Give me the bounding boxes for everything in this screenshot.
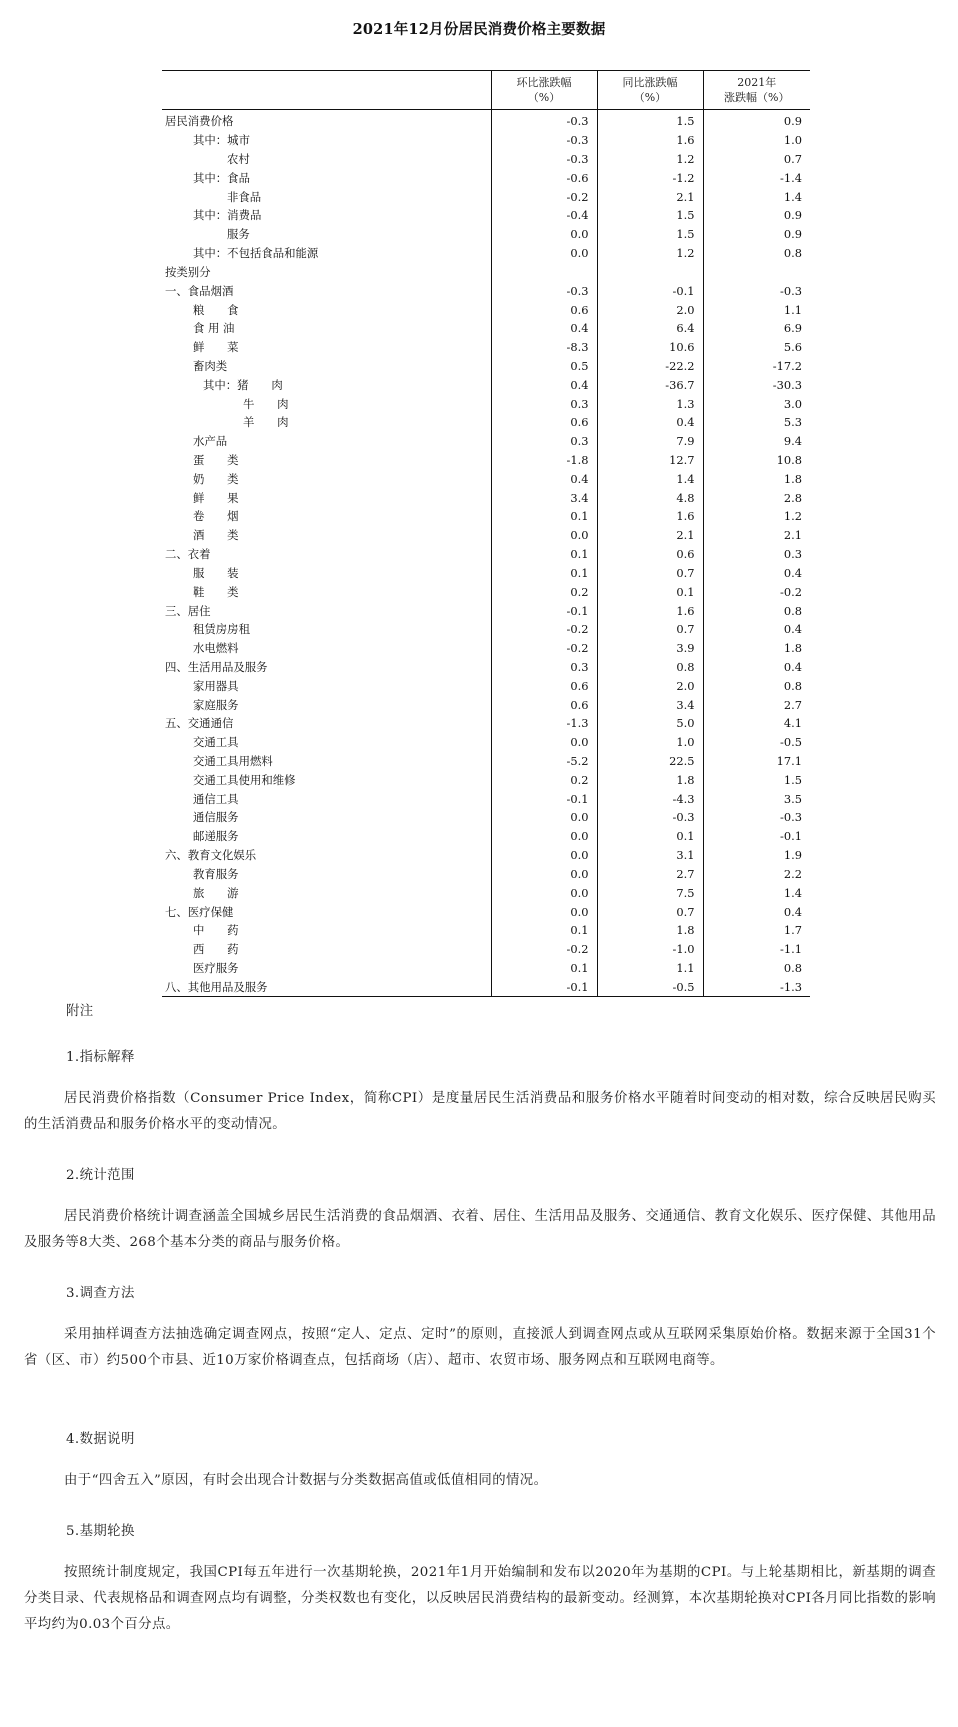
table-row (162, 469, 810, 488)
row-year: 6.9 (703, 319, 810, 338)
row-year: 17.1 (703, 752, 810, 771)
row-label: 二、衣着 (165, 547, 211, 562)
row-year: -0.5 (703, 733, 810, 752)
table-row (162, 658, 810, 677)
row-year: 10.8 (703, 451, 810, 470)
row-yoy: 1.8 (597, 770, 703, 789)
row-mom: 0.3 (491, 658, 597, 677)
row-label: 租赁房房租 (193, 622, 250, 637)
row-yoy: -22.2 (597, 357, 703, 376)
table-row (162, 413, 810, 432)
row-label: 四、生活用品及服务 (165, 659, 268, 674)
table-row (162, 432, 810, 451)
row-mom: 0.6 (491, 300, 597, 319)
table-row (162, 582, 810, 601)
row-label: 鲜 果 (193, 490, 239, 505)
row-mom: 0.0 (491, 846, 597, 865)
row-label: 服务 (227, 227, 250, 242)
table-row (162, 601, 810, 620)
table-row (162, 545, 810, 564)
row-mom: 0.0 (491, 902, 597, 921)
row-label: 家庭服务 (193, 697, 239, 712)
row-yoy: 5.0 (597, 714, 703, 733)
note-1-body: 居民消费价格指数（Consumer Price Index，简称CPI）是度量居民生活消费品和服务价格水平随着时间变动的相对数，综合反映居民购买的生活消费品和服务价格水平的变动情况。 (24, 1091, 936, 1132)
row-mom: 0.2 (491, 582, 597, 601)
row-yoy: -0.3 (597, 808, 703, 827)
row-year (703, 263, 810, 282)
row-yoy: -36.7 (597, 375, 703, 394)
row-yoy: 7.5 (597, 883, 703, 902)
note-5-title: 5.基期轮换 (66, 1524, 135, 1539)
row-mom (491, 263, 597, 282)
row-year: 1.1 (703, 300, 810, 319)
row-mom: 0.1 (491, 507, 597, 526)
row-yoy: 1.8 (597, 921, 703, 940)
row-mom: 0.0 (491, 865, 597, 884)
table-row (162, 827, 810, 846)
row-yoy: 1.2 (597, 150, 703, 169)
row-label: 通信服务 (193, 810, 239, 825)
row-year: -1.4 (703, 168, 810, 187)
table-row (162, 300, 810, 319)
row-year: 1.9 (703, 846, 810, 865)
row-yoy: 3.4 (597, 695, 703, 714)
row-mom: -0.1 (491, 789, 597, 808)
row-mom: 0.0 (491, 808, 597, 827)
row-label: 按类别分 (165, 264, 211, 279)
note-4-body: 由于“四舍五入”原因，有时会出现合计数据与分类数据高值或低值相同的情况。 (64, 1473, 548, 1488)
row-yoy: 3.1 (597, 846, 703, 865)
row-mom: -0.3 (491, 131, 597, 150)
row-year: 0.8 (703, 244, 810, 263)
row-yoy: 1.2 (597, 244, 703, 263)
row-year: 1.7 (703, 921, 810, 940)
row-mom: -0.2 (491, 187, 597, 206)
cpi-data-table (162, 70, 810, 997)
row-label: 居民消费价格 (165, 114, 234, 129)
row-label: 七、医疗保健 (165, 904, 234, 919)
row-label: 六、教育文化娱乐 (165, 848, 257, 863)
row-mom: -0.3 (491, 110, 597, 131)
table-header-row (162, 71, 810, 110)
row-year: 0.8 (703, 676, 810, 695)
table-row (162, 770, 810, 789)
row-year: 1.8 (703, 469, 810, 488)
row-yoy: 3.9 (597, 639, 703, 658)
row-yoy (597, 263, 703, 282)
row-label: 水产品 (193, 434, 228, 449)
row-mom: 0.0 (491, 526, 597, 545)
header-year-line1: 2021年 (737, 76, 777, 89)
row-yoy: 12.7 (597, 451, 703, 470)
table-body (162, 110, 810, 997)
row-year: 0.4 (703, 902, 810, 921)
row-year: 0.9 (703, 206, 810, 225)
row-mom: 0.0 (491, 225, 597, 244)
row-mom: 0.2 (491, 770, 597, 789)
row-mom: 0.6 (491, 413, 597, 432)
row-mom: -0.3 (491, 281, 597, 300)
table-row (162, 110, 810, 131)
row-yoy: 1.3 (597, 394, 703, 413)
row-yoy: -0.1 (597, 281, 703, 300)
table-row (162, 902, 810, 921)
header-mom (491, 71, 597, 110)
table-row (162, 131, 810, 150)
row-yoy: 10.6 (597, 338, 703, 357)
row-label: 交通工具 (193, 735, 239, 750)
row-yoy: 0.7 (597, 902, 703, 921)
table-row (162, 187, 810, 206)
row-year: -17.2 (703, 357, 810, 376)
table-row (162, 488, 810, 507)
table-row (162, 319, 810, 338)
row-label: 其中：消费品 (193, 208, 262, 223)
row-yoy: 2.1 (597, 187, 703, 206)
row-label: 畜肉类 (193, 358, 228, 373)
table-row (162, 940, 810, 959)
row-year: 9.4 (703, 432, 810, 451)
note-1-title: 1.指标解释 (66, 1050, 135, 1065)
row-yoy: 1.6 (597, 507, 703, 526)
row-mom: 0.6 (491, 695, 597, 714)
row-year: 0.8 (703, 601, 810, 620)
row-label: 鞋 类 (193, 584, 239, 599)
row-year: 1.5 (703, 770, 810, 789)
row-year: -1.1 (703, 940, 810, 959)
table-row (162, 526, 810, 545)
row-mom: 0.0 (491, 827, 597, 846)
header-year (703, 71, 810, 110)
table-row (162, 695, 810, 714)
row-yoy: 2.1 (597, 526, 703, 545)
row-mom: 0.5 (491, 357, 597, 376)
row-yoy: 6.4 (597, 319, 703, 338)
row-year: 2.1 (703, 526, 810, 545)
row-mom: -1.3 (491, 714, 597, 733)
row-mom: 0.1 (491, 564, 597, 583)
row-year: 0.4 (703, 564, 810, 583)
table-row (162, 564, 810, 583)
header-year-line2: 涨跌幅（%） (724, 91, 790, 104)
row-year: -0.3 (703, 281, 810, 300)
row-yoy: -0.5 (597, 977, 703, 996)
row-yoy: 1.5 (597, 225, 703, 244)
row-year: 2.7 (703, 695, 810, 714)
row-yoy: 0.7 (597, 564, 703, 583)
note-3-body: 采用抽样调查方法抽选确定调查网点，按照“定人、定点、定时”的原则，直接派人到调查网点或从互联网采集原始价格。数据来源于全国31个省（区、市）约500个市县、近10万家价格调查点，包括商场（店）、超市、农贸市场、服务网点和互联网电商等。 (24, 1327, 936, 1368)
table-row (162, 338, 810, 357)
note-5-body: 按照统计制度规定，我国CPI每五年进行一次基期轮换，2021年1月开始编制和发布以2020年为基期的CPI。与上轮基期相比，新基期的调查分类目录、代表规格品和调查网点均有调整，分类权数也有变化，以反映居民消费结构的最新变动。经测算，本次基期轮换对CPI各月同比指数的影响平均约为0.03个百分点。 (24, 1565, 936, 1632)
row-label: 其中：猪 肉 (203, 377, 283, 392)
header-yoy (597, 71, 703, 110)
row-yoy: 22.5 (597, 752, 703, 771)
row-label: 中 药 (193, 923, 239, 938)
note-2-body: 居民消费价格统计调查涵盖全国城乡居民生活消费的食品烟酒、衣着、居住、生活用品及服务、交通通信、教育文化娱乐、医疗保健、其他用品及服务等8大类、268个基本分类的商品与服务价格。 (24, 1209, 936, 1250)
row-mom: 0.4 (491, 469, 597, 488)
table-row (162, 357, 810, 376)
row-mom: -1.8 (491, 451, 597, 470)
row-yoy: 0.4 (597, 413, 703, 432)
row-year: 0.4 (703, 658, 810, 677)
table-row (162, 150, 810, 169)
row-year: 1.0 (703, 131, 810, 150)
row-mom: -8.3 (491, 338, 597, 357)
row-year: -0.1 (703, 827, 810, 846)
table-row (162, 451, 810, 470)
table-row (162, 676, 810, 695)
table-row (162, 375, 810, 394)
row-year: -1.3 (703, 977, 810, 996)
table-row (162, 789, 810, 808)
row-year: 5.3 (703, 413, 810, 432)
row-year: 2.2 (703, 865, 810, 884)
table-row (162, 620, 810, 639)
row-label: 非食品 (227, 189, 262, 204)
row-year: 1.2 (703, 507, 810, 526)
row-yoy: 2.7 (597, 865, 703, 884)
row-label: 三、居住 (165, 603, 211, 618)
row-yoy: 0.1 (597, 582, 703, 601)
row-mom: 0.1 (491, 959, 597, 978)
row-yoy: 1.5 (597, 110, 703, 131)
row-label: 奶 类 (193, 471, 239, 486)
table-row (162, 921, 810, 940)
row-year: 2.8 (703, 488, 810, 507)
row-year: 1.4 (703, 883, 810, 902)
row-yoy: 0.6 (597, 545, 703, 564)
header-mom-line1: 环比涨跌幅 (516, 76, 572, 89)
row-year: 0.3 (703, 545, 810, 564)
row-yoy: 2.0 (597, 300, 703, 319)
row-yoy: 1.6 (597, 601, 703, 620)
page-title: 2021年12月份居民消费价格主要数据 (352, 21, 606, 38)
row-year: -0.2 (703, 582, 810, 601)
notes-heading: 附注 (66, 1004, 94, 1019)
row-mom: 0.6 (491, 676, 597, 695)
row-label: 羊 肉 (243, 415, 289, 430)
header-mom-line2: （%） (527, 91, 561, 104)
row-yoy: 1.5 (597, 206, 703, 225)
table-row (162, 206, 810, 225)
row-yoy: -1.2 (597, 168, 703, 187)
row-yoy: -1.0 (597, 940, 703, 959)
table-row (162, 846, 810, 865)
row-mom: 0.0 (491, 244, 597, 263)
row-label: 水电燃料 (193, 641, 239, 656)
row-label: 酒 类 (193, 528, 239, 543)
header-yoy-line2: （%） (633, 91, 667, 104)
row-mom: 0.0 (491, 883, 597, 902)
row-label: 服 装 (193, 565, 239, 580)
table-row (162, 959, 810, 978)
row-year: 0.9 (703, 110, 810, 131)
row-year: 3.0 (703, 394, 810, 413)
row-label: 交通工具用燃料 (193, 754, 273, 769)
row-yoy: 4.8 (597, 488, 703, 507)
table-row (162, 865, 810, 884)
table-row (162, 244, 810, 263)
table-row (162, 808, 810, 827)
row-label: 通信工具 (193, 791, 239, 806)
row-mom: 0.3 (491, 432, 597, 451)
row-label: 其中：城市 (193, 133, 250, 148)
row-mom: 0.4 (491, 319, 597, 338)
row-label: 五、交通通信 (165, 716, 234, 731)
table-row (162, 714, 810, 733)
row-label: 其中：食品 (193, 170, 250, 185)
row-label: 医疗服务 (193, 960, 239, 975)
table-row (162, 977, 810, 996)
row-label: 邮递服务 (193, 829, 239, 844)
row-mom: 0.0 (491, 733, 597, 752)
row-yoy: 1.4 (597, 469, 703, 488)
row-year: -0.3 (703, 808, 810, 827)
row-label: 教育服务 (193, 866, 239, 881)
table-row (162, 394, 810, 413)
row-yoy: 0.7 (597, 620, 703, 639)
row-yoy: 7.9 (597, 432, 703, 451)
row-mom: -0.2 (491, 940, 597, 959)
row-year: 0.8 (703, 959, 810, 978)
row-year: 1.4 (703, 187, 810, 206)
row-mom: -5.2 (491, 752, 597, 771)
row-label: 农村 (227, 152, 250, 167)
row-mom: -0.1 (491, 601, 597, 620)
row-yoy: -4.3 (597, 789, 703, 808)
row-mom: 0.1 (491, 921, 597, 940)
row-yoy: 0.1 (597, 827, 703, 846)
row-mom: -0.2 (491, 620, 597, 639)
row-mom: 0.3 (491, 394, 597, 413)
row-yoy: 0.8 (597, 658, 703, 677)
row-mom: -0.3 (491, 150, 597, 169)
header-yoy-line1: 同比涨跌幅 (622, 76, 678, 89)
table-row (162, 281, 810, 300)
row-mom: -0.2 (491, 639, 597, 658)
row-label: 牛 肉 (243, 396, 289, 411)
row-year: 0.7 (703, 150, 810, 169)
table-row (162, 883, 810, 902)
row-label: 粮 食 (193, 302, 239, 317)
row-yoy: 1.0 (597, 733, 703, 752)
row-label: 家用器具 (193, 678, 239, 693)
row-year: 0.9 (703, 225, 810, 244)
row-label: 一、食品烟酒 (165, 283, 234, 298)
note-4-title: 4.数据说明 (66, 1432, 135, 1447)
row-mom: 0.1 (491, 545, 597, 564)
row-label: 鲜 菜 (193, 340, 239, 355)
row-year: -30.3 (703, 375, 810, 394)
table-row (162, 507, 810, 526)
row-mom: 0.4 (491, 375, 597, 394)
row-label: 旅 游 (193, 885, 239, 900)
row-mom: -0.4 (491, 206, 597, 225)
row-year: 4.1 (703, 714, 810, 733)
table-row (162, 225, 810, 244)
header-label-col (162, 71, 491, 110)
row-year: 5.6 (703, 338, 810, 357)
row-mom: 3.4 (491, 488, 597, 507)
note-2-title: 2.统计范围 (66, 1168, 135, 1183)
table-row (162, 733, 810, 752)
row-yoy: 1.6 (597, 131, 703, 150)
row-year: 3.5 (703, 789, 810, 808)
row-label: 卷 烟 (193, 509, 239, 524)
table-row (162, 639, 810, 658)
row-label: 其中：不包括食品和能源 (193, 246, 319, 261)
row-label: 八、其他用品及服务 (162, 977, 491, 996)
row-label: 西 药 (193, 942, 239, 957)
row-year: 1.8 (703, 639, 810, 658)
row-mom: -0.6 (491, 168, 597, 187)
row-yoy: 1.1 (597, 959, 703, 978)
row-year: 0.4 (703, 620, 810, 639)
row-label: 食 用 油 (193, 321, 235, 336)
row-label: 蛋 类 (193, 453, 239, 468)
table-row (162, 263, 810, 282)
note-3-title: 3.调查方法 (66, 1286, 135, 1301)
row-label: 交通工具使用和维修 (193, 772, 296, 787)
table-row (162, 168, 810, 187)
row-mom: -0.1 (491, 977, 597, 996)
row-yoy: 2.0 (597, 676, 703, 695)
table-row (162, 752, 810, 771)
